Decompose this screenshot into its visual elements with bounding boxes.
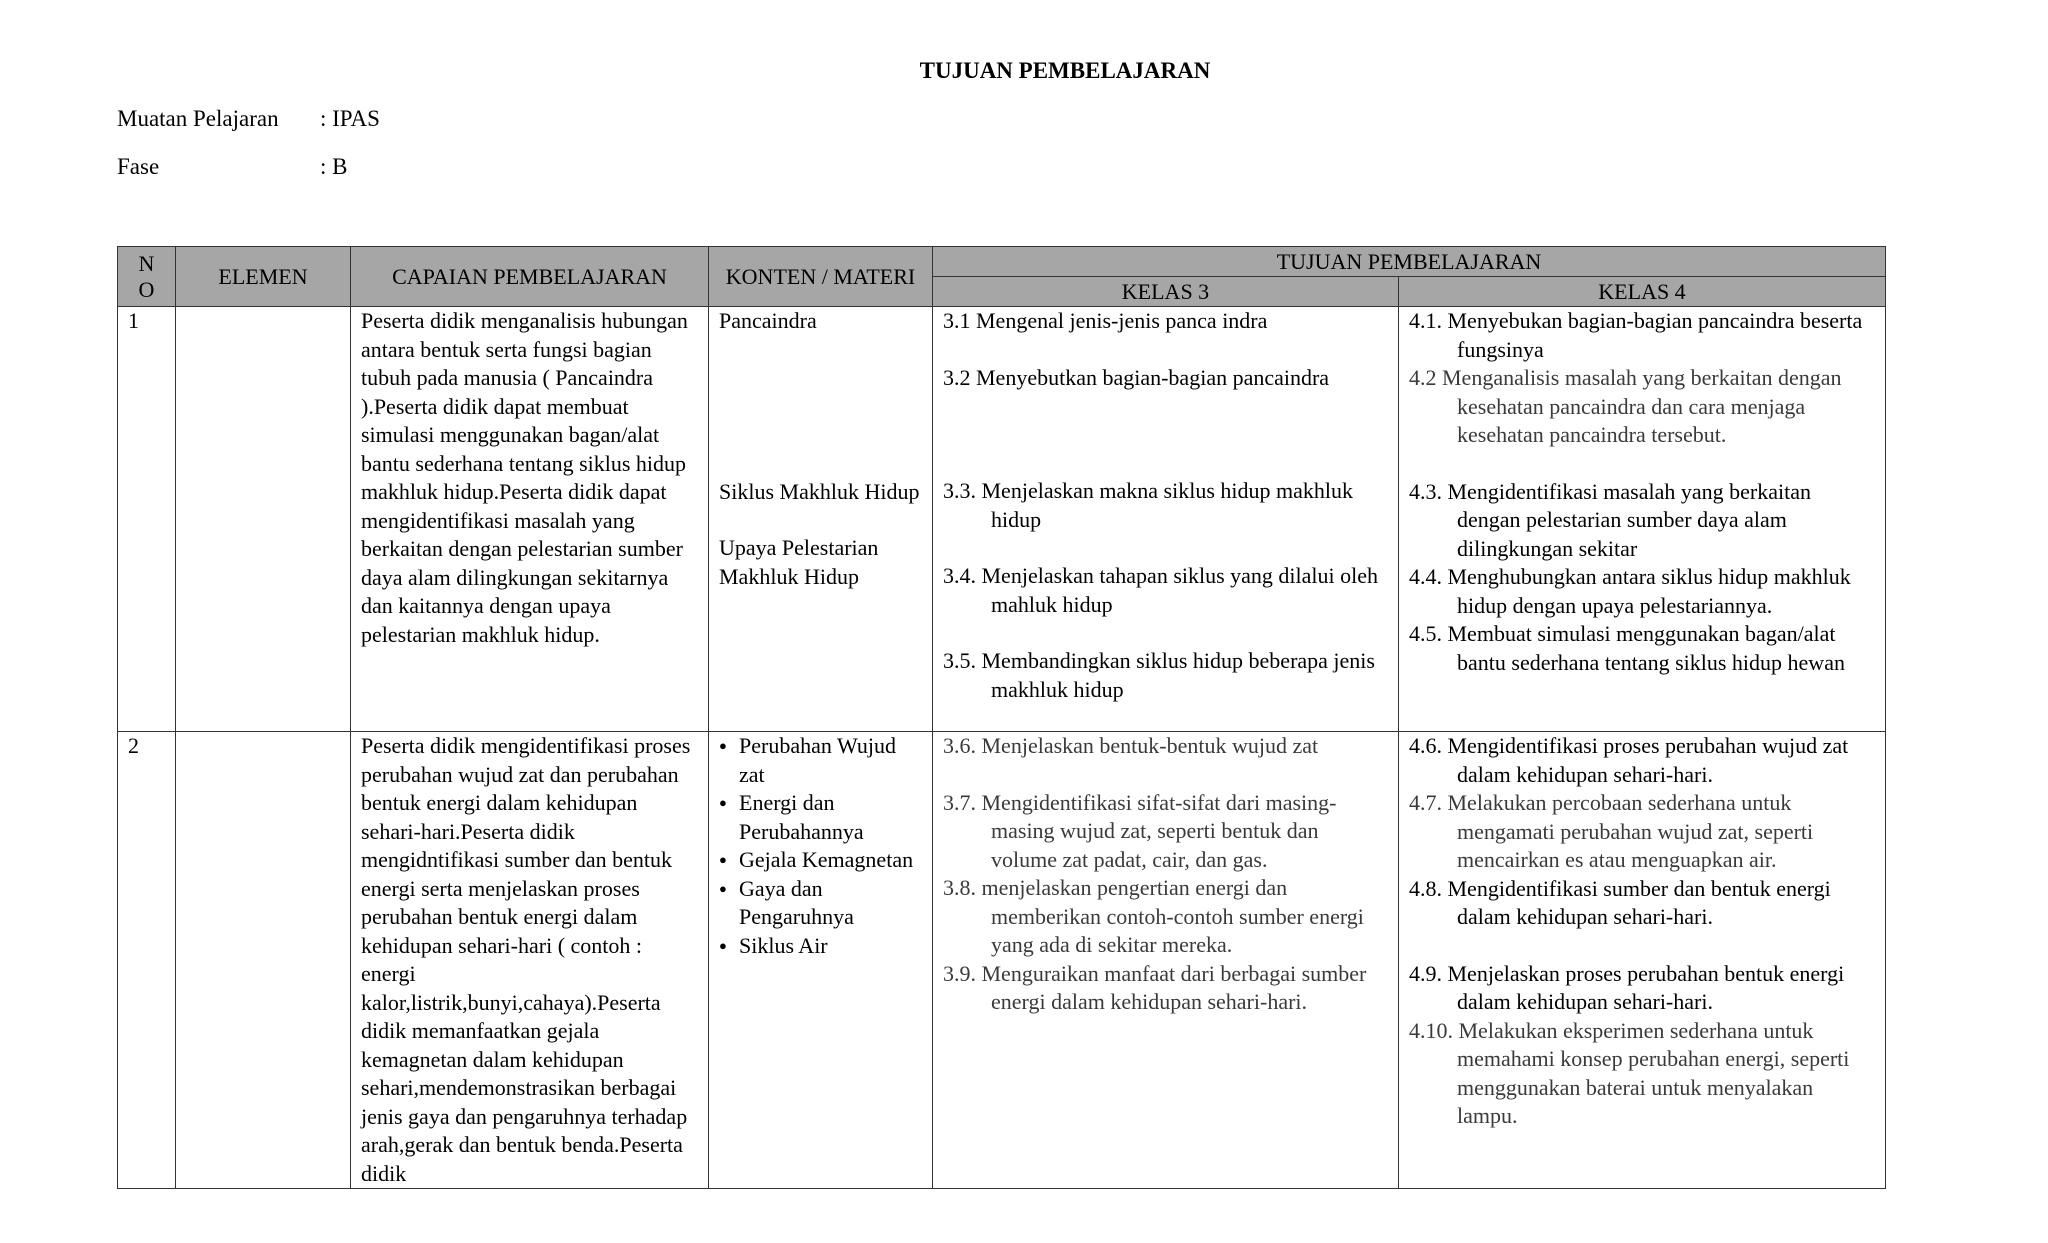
materi-item: ● Perubahan Wujud zat xyxy=(719,732,922,789)
materi-item: Siklus Makhluk Hidup xyxy=(719,478,920,504)
materi-list xyxy=(719,732,922,960)
meta-muatan-pelajaran xyxy=(117,106,380,132)
materi-item: ● Gejala Kemagnetan xyxy=(719,846,922,875)
cell-capaian: Peserta didik mengidentifikasi proses perubahan wujud zat dan perubahan bentuk energi dalam kehidupan sehari-hari.Peserta didik mengidntifikasi sumber dan bentuk energi serta menjelaskan proses perubahan bentuk energi dalam kehidupan sehari-hari ( contoh : energi kalor,listrik,bunyi,cahaya).Peserta didik memanfaatkan gejala kemagnetan dalam kehidupan sehari,mendemonstrasikan berbagai jenis gaya dan pengaruhnya terhadap arah,gerak dan bentuk benda.Peserta didik xyxy=(351,732,709,1189)
cell-kelas-3 xyxy=(933,307,1399,732)
tp-entry: 3.5. Membandingkan siklus hidup beberapa jenis makhluk hidup xyxy=(943,648,1375,702)
cell-kelas-4 xyxy=(1399,732,1886,1189)
header-capaian: CAPAIAN PEMBELAJARAN xyxy=(351,247,709,307)
tp-entry: 3.1 Mengenal jenis-jenis panca indra xyxy=(943,308,1268,333)
document-title: TUJUAN PEMBELAJARAN xyxy=(919,58,1211,83)
header-kelas-4: KELAS 4 xyxy=(1399,277,1886,307)
materi-item: ● Gaya dan Pengaruhnya xyxy=(719,875,922,932)
cell-materi xyxy=(709,732,933,1189)
materi-item: ● Siklus Air xyxy=(719,932,922,961)
tp-entry: 4.5. Membuat simulasi menggunakan bagan/alat bantu sederhana tentang siklus hidup hewan xyxy=(1409,621,1845,675)
materi-item: Upaya Pelestarian Makhluk Hidup xyxy=(719,535,879,589)
materi-item: ● Energi dan Perubahannya xyxy=(719,789,922,846)
meta-fase xyxy=(117,154,347,180)
tp-entry: 3.2 Menyebutkan bagian-bagian pancaindra xyxy=(943,364,1330,390)
tp-entry: 3.8. menjelaskan pengertian energi dan memberikan contoh-contoh sumber energi yang ada di sekitar mereka. xyxy=(943,875,1364,957)
header-tujuan: TUJUAN PEMBELAJARAN xyxy=(933,247,1886,277)
tp-entry: 3.6. Menjelaskan bentuk-bentuk wujud zat xyxy=(943,733,1319,758)
cell-elemen xyxy=(176,732,351,1189)
tp-entry: 4.8. Mengidentifikasi sumber dan bentuk energi dalam kehidupan sehari-hari. xyxy=(1409,875,1831,929)
tp-entry: 4.9. Menjelaskan proses perubahan bentuk energi dalam kehidupan sehari-hari. xyxy=(1409,960,1845,1014)
header-konten: KONTEN / MATERI xyxy=(709,247,933,307)
meta-label: Fase xyxy=(117,154,160,179)
cell-materi xyxy=(709,307,933,732)
cell-elemen xyxy=(176,307,351,732)
tp-entry: 3.9. Menguraikan manfaat dari berbagai sumber energi dalam kehidupan sehari-hari. xyxy=(943,960,1367,1014)
table-row xyxy=(118,307,1886,732)
cell-capaian: Peserta didik menganalisis hubungan antara bentuk serta fungsi bagian tubuh pada manusia ( Pancaindra ).Peserta didik dapat membuat simulasi menggunakan bagan/alat bantu sederhana tentang siklus hidup makhluk hidup.Peserta didik dapat mengidentifikasi masalah yang berkaitan dengan pelestarian sumber daya alam dilingkungan sekitarnya dan kaitannya dengan upaya pelestarian makhluk hidup. xyxy=(351,307,709,732)
tp-entry: 4.7. Melakukan percobaan sederhana untuk mengamati perubahan wujud zat, seperti mencairkan es atau menguapkan air. xyxy=(1409,790,1814,872)
tp-entry: 4.1. Menyebukan bagian-bagian pancaindra beserta fungsinya xyxy=(1409,308,1863,362)
meta-label: Muatan Pelajaran xyxy=(117,106,279,131)
header-elemen: ELEMEN xyxy=(176,247,351,307)
tp-entry: 4.3. Mengidentifikasi masalah yang berkaitan dengan pelestarian sumber daya alam dilingkungan sekitar xyxy=(1409,478,1811,561)
meta-value: : IPAS xyxy=(320,106,380,131)
tp-entry: 4.4. Menghubungkan antara siklus hidup makhluk hidup dengan upaya pelestariannya. xyxy=(1409,564,1851,618)
tp-entry: 3.7. Mengidentifikasi sifat-sifat dari masing-masing wujud zat, seperti bentuk dan volume zat padat, cair, dan gas. xyxy=(943,789,1337,872)
tp-entry: 4.2 Menganalisis masalah yang berkaitan dengan kesehatan pancaindra dan cara menjaga kesehatan pancaindra tersebut. xyxy=(1409,365,1842,447)
cell-kelas-3 xyxy=(933,732,1399,1189)
tp-entry: 4.10. Melakukan eksperimen sederhana untuk memahami konsep perubahan energi, seperti menggunakan baterai untuk menyalakan lampu. xyxy=(1409,1017,1850,1128)
header-no: N O xyxy=(118,247,176,307)
table-row xyxy=(118,732,1886,1189)
materi-item: Pancaindra xyxy=(719,308,817,333)
tp-entry: 3.3. Menjelaskan makna siklus hidup makhluk hidup xyxy=(943,478,1353,532)
header-kelas-3: KELAS 3 xyxy=(933,277,1399,307)
cell-kelas-4 xyxy=(1399,307,1886,732)
tp-entry: 3.4. Menjelaskan tahapan siklus yang dilalui oleh mahluk hidup xyxy=(943,563,1379,617)
cell-no: 1 xyxy=(118,307,176,732)
tp-entry: 4.6. Mengidentifikasi proses perubahan wujud zat dalam kehidupan sehari-hari. xyxy=(1409,733,1849,787)
cell-no: 2 xyxy=(118,732,176,1189)
tujuan-pembelajaran-table xyxy=(117,246,1886,1189)
meta-value: : B xyxy=(320,154,348,179)
